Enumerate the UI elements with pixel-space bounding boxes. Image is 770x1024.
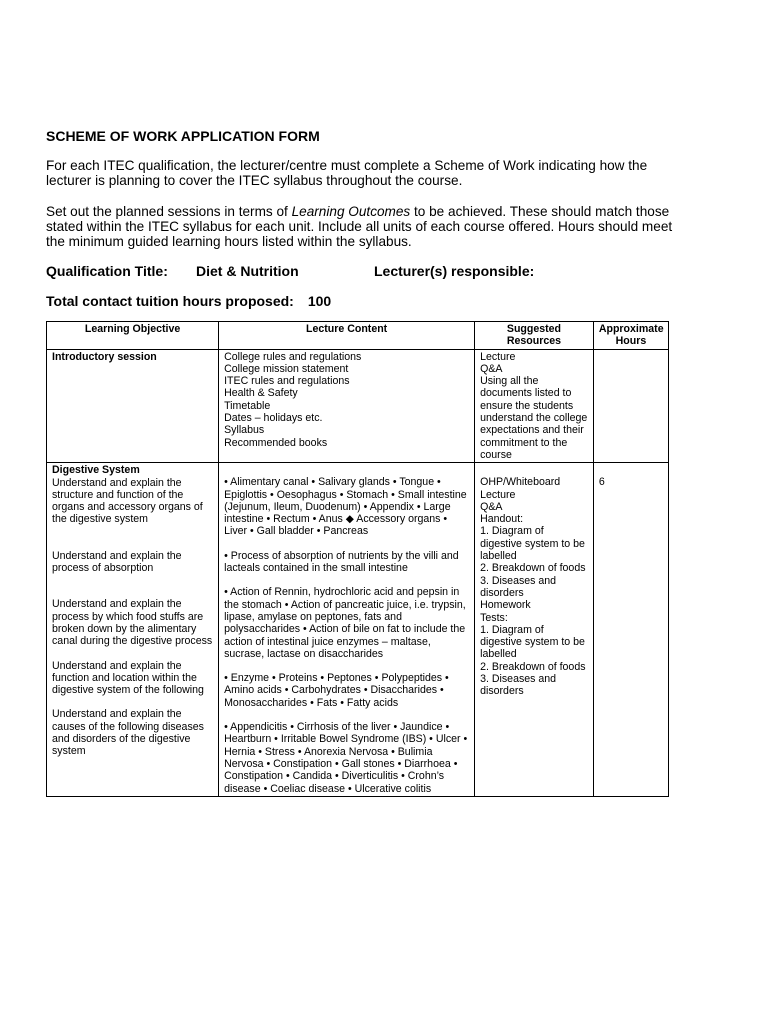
intro-content <box>219 349 475 463</box>
list-item: Understand and explain the process by which food stuffs are broken down by the alimentary canal during the digestive process <box>52 598 213 648</box>
list-item: Understand and explain the process of absorption <box>52 549 182 575</box>
intro-paragraph: For each ITEC qualification, the lecturer/centre must complete a Scheme of Work indicating how the lecturer is planning to cover the ITEC syllabus throughout the course. <box>46 158 648 188</box>
list-item: College mission statement <box>224 362 349 375</box>
instructions-text-start: Set out the planned sessions in terms of <box>46 204 292 219</box>
total-hours-label: Total contact tuition hours proposed: <box>46 293 294 309</box>
table-header-row <box>47 322 669 350</box>
list-item: Q&A <box>480 362 503 375</box>
list-item: • Process of absorption of nutrients by the villi and lacteals contained in the small intestine <box>224 549 459 575</box>
list-item: Tests: <box>480 611 508 624</box>
list-item: OHP/Whiteboard <box>480 476 561 489</box>
list-item: Using all the documents listed to ensure the students understand the college expectations and their commitment to the course <box>480 375 588 461</box>
list-item: Lecture <box>480 350 516 363</box>
intro-hours <box>593 349 668 463</box>
list-item: • Appendicitis • Cirrhosis of the liver • Jaundice • Heartburn • Irritable Bowel Syndrome (IBS) • Ulcer • Hernia • Stress • Anorexia Nervosa • Bulimia Nervosa • Constipation • Gall stones • Diarrhoea • Constipation • Candida • Diverticulitis • Crohn’s disease • Coeliac disease • Ulcerative colitis <box>224 721 468 795</box>
list-item: 2. Breakdown of foods <box>480 660 586 673</box>
list-item: 2. Breakdown of foods <box>480 562 586 575</box>
hours-value: 6 <box>598 476 605 489</box>
intro-objective: Introductory session <box>47 349 219 463</box>
form-title: SCHEME OF WORK APPLICATION FORM <box>46 128 320 144</box>
lecturer-label: Lecturer(s) responsible: <box>374 263 535 279</box>
list-item: Understand and explain the function and location within the digestive system of the following <box>52 659 204 697</box>
list-item: ITEC rules and regulations <box>224 375 350 388</box>
list-item: • Action of Rennin, hydrochloric acid and pepsin in the stomach • Action of pancreatic juice, i.e. trypsin, lipase, amylase on peptones, fats and polysaccharides • Action of bile on fat to include the action of intestinal juice enzymes – maltase, sucrase, lactase on disaccharides <box>224 586 466 660</box>
list-item: 1. Diagram of digestive system to be labelled <box>480 525 585 563</box>
list-item: Handout: <box>480 513 524 526</box>
list-item: Q&A <box>480 500 503 513</box>
total-hours-value: 100 <box>307 293 332 309</box>
intro-resources <box>475 349 594 463</box>
list-item: Homework <box>480 599 531 612</box>
list-item: College rules and regulations <box>224 350 362 363</box>
list-item: Understand and explain the structure and function of the organs and accessory organs of the digestive system <box>52 476 203 526</box>
list-item: Understand and explain the causes of the following diseases and disorders of the digestive system <box>52 708 204 758</box>
list-item: 3. Diseases and disorders <box>480 673 557 698</box>
qualification-label: Qualification Title: <box>46 263 168 279</box>
list-item: Health & Safety <box>224 387 298 400</box>
list-item: Dates – holidays etc. <box>224 412 323 425</box>
list-item: Recommended books <box>224 436 328 449</box>
digestive-resources <box>475 463 594 797</box>
list-item: 1. Diagram of digestive system to be labelled <box>480 623 585 661</box>
list-item: Lecture <box>480 488 516 501</box>
digestive-objectives <box>47 463 219 797</box>
instructions-text-end: to be achieved. These should match those stated within the ITEC syllabus for each unit. Include all units of each course offered. Hours should meet the minimum guided learning hours listed within the syllabus. <box>46 204 673 249</box>
header-suggested-resources: Suggested Resources <box>475 322 594 350</box>
total-hours-row <box>46 293 331 309</box>
header-lecture-content: Lecture Content <box>219 322 475 350</box>
qualification-value: Diet & Nutrition <box>196 263 299 279</box>
digestive-content <box>219 463 475 797</box>
list-item: 3. Diseases and disorders <box>480 574 557 599</box>
list-item: • Alimentary canal • Salivary glands • Tongue • Epiglottis • Oesophagus • Stomach • Small intestine (Jejunum, Ileum, Duodenum) • Appendix • Large intestine • Rectum • Anus ◆ Accessory organs • Liver • Gall bladder • Pancreas <box>224 476 467 538</box>
header-approximate-hours: Approximate Hours <box>593 322 668 350</box>
list-item: Timetable <box>224 399 271 412</box>
table-row-digestive <box>47 463 669 797</box>
list-item: • Enzyme • Proteins • Peptones • Polypeptides • Amino acids • Carbohydrates • Disaccharides • Monosaccharides • Fats • Fatty acids <box>224 672 449 709</box>
list-item: Syllabus <box>224 424 265 437</box>
instructions-paragraph <box>46 204 686 249</box>
digestive-hours <box>593 463 668 797</box>
learning-outcomes-emphasis: Learning Outcomes <box>291 204 411 219</box>
header-learning-objective: Learning Objective <box>47 322 219 350</box>
scheme-of-work-table <box>46 321 669 797</box>
table-row-intro <box>47 349 669 463</box>
digestive-heading: Digestive System <box>52 464 140 477</box>
